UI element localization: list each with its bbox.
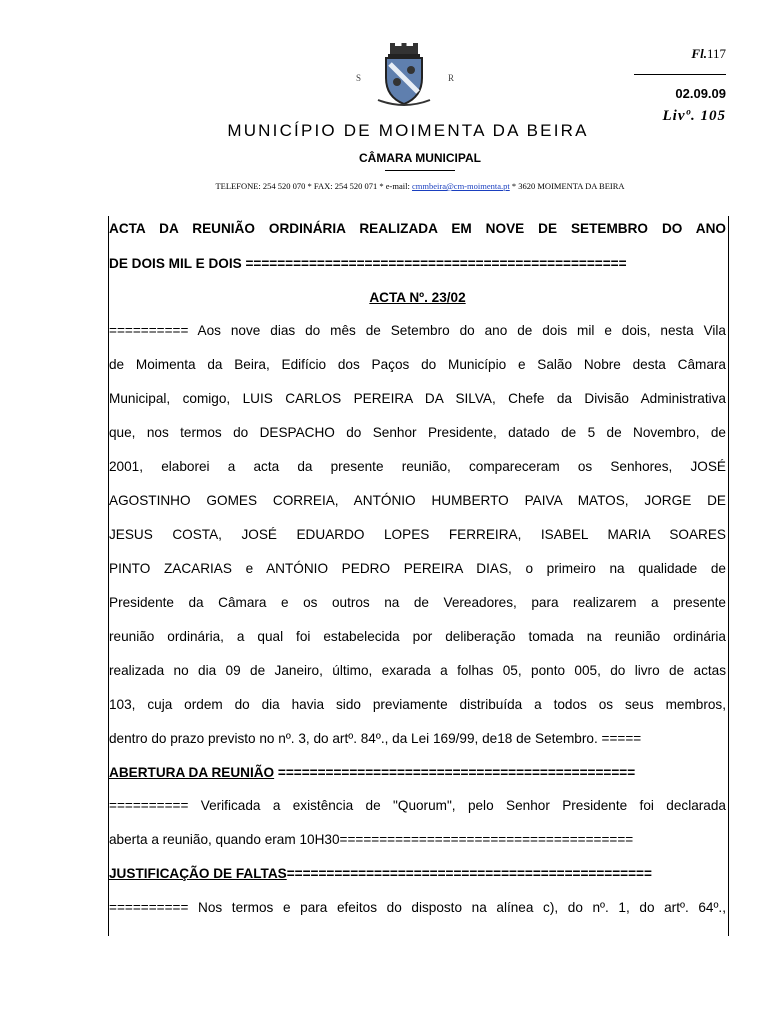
intro-line: Municipal, comigo, LUIS CARLOS PEREIRA DA SILVA, Chefe da Divisão Administrativa	[109, 391, 726, 406]
intro-line: que, nos termos do DESPACHO do Senhor Presidente, datado de 5 de Novembro, de	[109, 425, 726, 440]
intro-line: 103, cuja ordem do dia havia sido previamente distribuída a todos os seus membros,	[109, 697, 726, 712]
crest-icon	[370, 42, 438, 110]
folio-number: 117	[706, 46, 726, 61]
crest-letter-left: S	[356, 73, 362, 83]
intro-line: JESUS COSTA, JOSÉ EDUARDO LOPES FERREIRA, ISABEL MARIA SOARES	[109, 527, 726, 542]
intro-line: ========== Aos nove dias do mês de Setembro do ano de dois mil e dois, nesta Vila	[109, 323, 726, 338]
section-abertura	[109, 764, 726, 782]
municipality-title: MUNICÍPIO DE MOIMENTA DA BEIRA	[227, 121, 589, 140]
address: * 3620 MOIMENTA DA BEIRA	[509, 181, 625, 191]
intro-line: 2001, elaborei a acta da presente reunião, compareceram os Senhores, JOSÉ	[109, 459, 726, 474]
section-heading: JUSTIFICAÇÃO DE FALTAS	[109, 866, 287, 881]
email-link[interactable]: cmmbeira@cm-moimenta.pt	[411, 181, 510, 191]
section1-line: ========== Verificada a existência de "Quorum", pelo Senhor Presidente foi declarada	[109, 798, 726, 813]
phone-fax: TELEFONE: 254 520 070 * FAX: 254 520 071 * e-mail:	[215, 181, 412, 191]
municipal-crest	[370, 42, 438, 110]
intro-line: reunião ordinária, a qual foi estabelecida por deliberação tomada na reunião ordinária	[109, 629, 726, 644]
folio-underline	[634, 74, 726, 75]
intro-line: AGOSTINHO GOMES CORREIA, ANTÓNIO HUMBERTO PAIVA MATOS, JORGE DE	[109, 493, 726, 508]
section2-line: ========== Nos termos e para efeitos do disposto na alínea c), do nº. 1, do artº. 64º.,	[109, 900, 726, 915]
intro-last-line: dentro do prazo previsto no nº. 3, do artº. 84º., da Lei 169/99, de18 de Setembro. =====	[109, 731, 642, 746]
intro-line: Presidente da Câmara e os outros na de Vereadores, para realizarem a presente	[109, 595, 726, 610]
council-title: CÂMARA MUNICIPAL	[359, 151, 481, 165]
contact-line	[0, 181, 770, 191]
intro-line: de Moimenta da Beira, Edifício dos Paços do Município e Salão Nobre desta Câmara	[109, 357, 726, 372]
crest-letter-right: R	[448, 73, 455, 83]
folio-prefix: Fl.	[691, 46, 707, 61]
section-fill: =============================================	[274, 765, 636, 780]
title-line-1: ACTA DA REUNIÃO ORDINÁRIA REALIZADA EM NOVE DE SETEMBRO DO ANO	[109, 221, 726, 236]
intro-line: realizada no dia 09 de Janeiro, último, exarada a folhas 05, ponto 005, do livro de actas	[109, 663, 726, 678]
section-justificacao	[109, 865, 726, 883]
acta-number: ACTA Nº. 23/02	[369, 290, 466, 305]
section-heading: ABERTURA DA REUNIÃO	[109, 765, 275, 780]
document-date: 02.09.09	[675, 86, 726, 101]
section-fill: ==============================================	[286, 866, 652, 881]
section1-last-line: aberta a reunião, quando eram 10H30=====================================	[109, 832, 634, 847]
folio-label	[691, 46, 726, 62]
council-underline	[385, 170, 455, 171]
book-number: Livº. 105	[662, 108, 726, 124]
title-line-2: DE DOIS MIL E DOIS ================================================	[109, 256, 627, 271]
intro-line: PINTO ZACARIAS e ANTÓNIO PEDRO PEREIRA DIAS, o primeiro na qualidade de	[109, 561, 726, 576]
